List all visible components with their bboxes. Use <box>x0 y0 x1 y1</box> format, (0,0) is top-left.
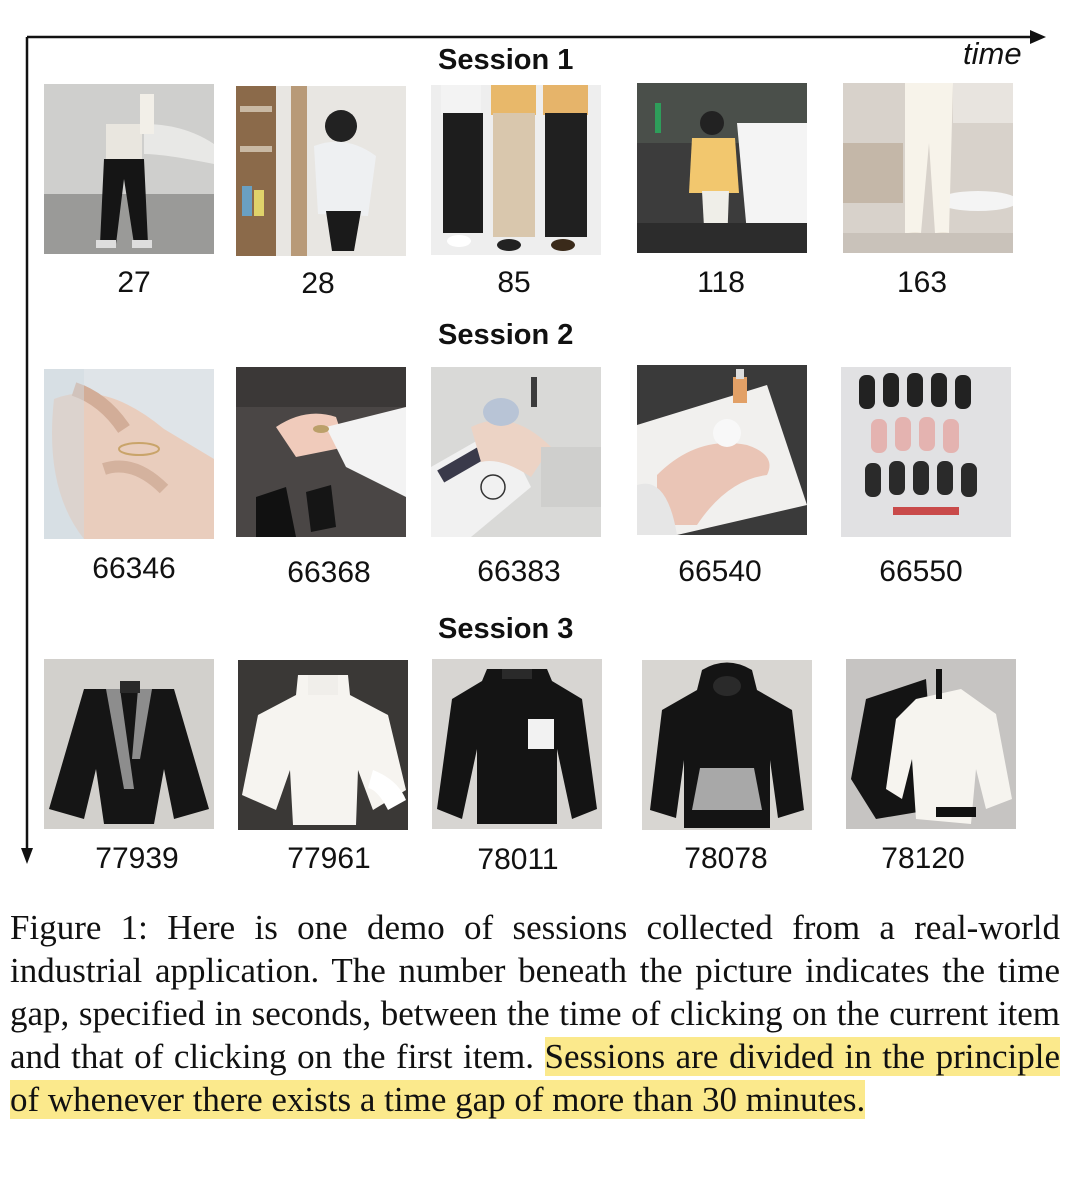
time-axis-label: time <box>963 36 1022 71</box>
session-1-gap-5: 163 <box>896 266 948 299</box>
session-2-image-2 <box>236 367 406 537</box>
session-1-image-5 <box>843 83 1013 253</box>
session-2-gap-4: 66540 <box>678 555 762 588</box>
session-2-image-1 <box>44 369 214 539</box>
caption-highlighted-text: Sessions are divided in the principle of whenever there exists a time gap of more than 30 minutes. <box>10 1037 1060 1119</box>
session-2-image-4 <box>637 365 807 535</box>
session-3-title: Session 3 <box>438 613 574 645</box>
session-1-image-3 <box>431 85 601 255</box>
session-3-gap-3: 78011 <box>477 843 559 876</box>
session-1-image-4 <box>637 83 807 253</box>
session-3-gap-4: 78078 <box>684 842 768 875</box>
session-3-image-1 <box>44 659 214 829</box>
session-1-gap-3: 85 <box>497 266 531 299</box>
session-3-image-5 <box>846 659 1016 829</box>
session-3-image-3 <box>432 659 602 829</box>
session-2-gap-5: 66550 <box>879 555 963 588</box>
session-2-title: Session 2 <box>438 319 574 351</box>
session-3-gap-5: 78120 <box>881 842 965 875</box>
session-1-title: Session 1 <box>438 44 574 76</box>
caption-text: Figure 1: Here is one demo of sessions collected from a real-world industrial application. The number beneath the picture indicates the time gap, specified in seconds, between the time of clicking on the current item and that of clicking on the first item. <box>10 908 1060 1076</box>
session-1-image-2 <box>236 86 406 256</box>
session-2-gap-3: 66383 <box>477 555 561 588</box>
session-3-gap-1: 77939 <box>95 842 179 875</box>
session-3-image-2 <box>238 660 408 830</box>
session-2-gap-2: 66368 <box>287 556 371 589</box>
session-2-image-5 <box>841 367 1011 537</box>
session-3-image-4 <box>642 660 812 830</box>
session-1-image-1 <box>44 84 214 254</box>
session-1-gap-2: 28 <box>301 267 335 300</box>
session-2-gap-1: 66346 <box>92 552 176 585</box>
session-1-gap-1: 27 <box>117 266 151 299</box>
session-1-gap-4: 118 <box>697 266 745 299</box>
figure-caption <box>10 906 1060 1121</box>
session-2-image-3 <box>431 367 601 537</box>
session-3-gap-2: 77961 <box>287 842 371 875</box>
